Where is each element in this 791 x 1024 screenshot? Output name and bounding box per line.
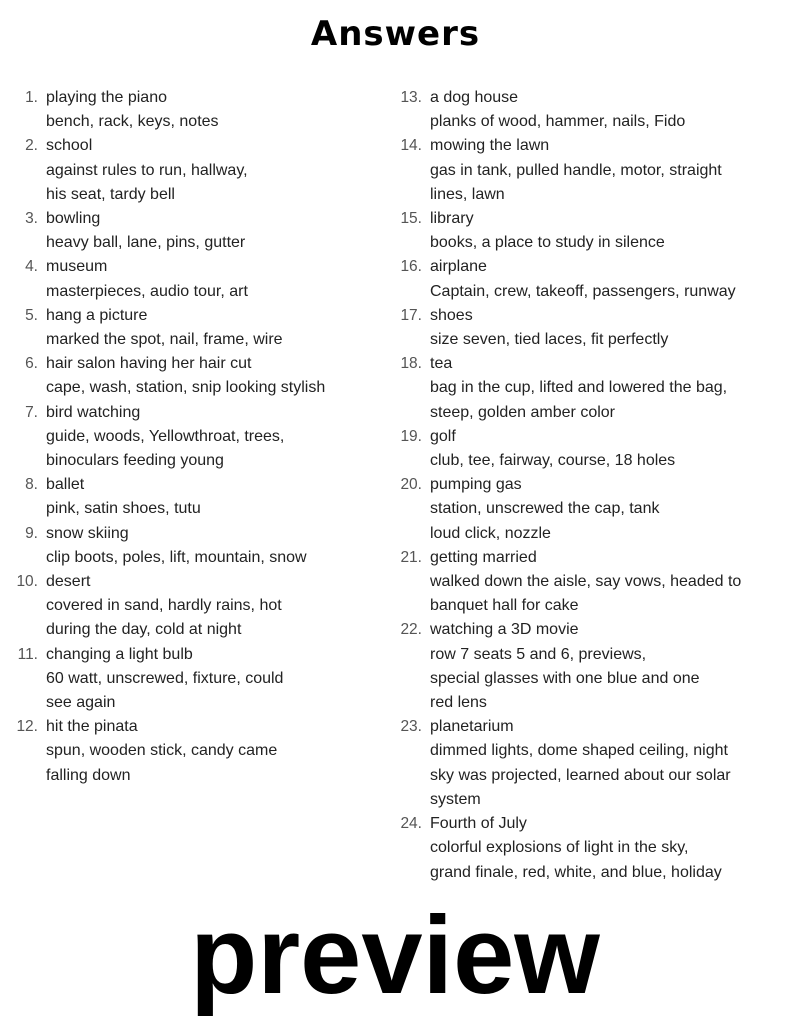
answer-topic: playing the piano xyxy=(46,89,167,106)
answer-body xyxy=(430,86,784,134)
answer-item xyxy=(384,425,784,473)
answer-body xyxy=(46,304,380,352)
answer-item xyxy=(0,643,380,716)
answer-clues: loud click, nozzle xyxy=(430,524,551,542)
answer-item xyxy=(0,715,380,788)
answer-number: 2. xyxy=(25,137,38,155)
watermark-text: preview xyxy=(190,895,600,1017)
answer-topic: hit the pinata xyxy=(46,718,138,736)
answer-body xyxy=(46,401,380,474)
answer-body xyxy=(46,255,380,303)
answer-number: 5. xyxy=(25,306,38,324)
answer-item xyxy=(384,715,784,812)
answer-clues: falling down xyxy=(46,766,131,784)
answer-number: 19. xyxy=(400,427,422,445)
answer-item xyxy=(0,401,380,474)
answer-body xyxy=(46,207,380,255)
answer-clues: gas in tank, pulled handle, motor, straight xyxy=(430,161,722,179)
answer-item xyxy=(384,134,784,207)
answer-item xyxy=(384,618,784,715)
answer-clues: size seven, tied laces, fit perfectly xyxy=(430,331,669,349)
answer-clues: system xyxy=(430,790,481,808)
answer-topic: shoes xyxy=(430,306,473,324)
answer-body xyxy=(46,570,380,643)
answer-body xyxy=(430,304,784,352)
answer-clues: station, unscrewed the cap, tank xyxy=(430,500,660,518)
answer-clues: grand finale, red, white, and blue, holiday xyxy=(430,863,722,881)
answer-clues: books, a place to study in silence xyxy=(430,234,665,252)
answer-body xyxy=(46,643,380,716)
answer-topic: tea xyxy=(430,355,453,373)
preview-watermark xyxy=(0,895,791,1020)
answer-item xyxy=(384,546,784,619)
answer-clues: walked down the aisle, say vows, headed to xyxy=(430,573,742,591)
answer-body xyxy=(430,715,784,812)
answer-item xyxy=(0,134,380,207)
answer-body xyxy=(46,134,380,207)
answer-item xyxy=(0,86,380,134)
answer-clues: colorful explosions of light in the sky, xyxy=(430,839,689,857)
answer-topic: hang a picture xyxy=(46,306,148,324)
answer-number: 6. xyxy=(25,355,38,373)
answer-clues: special glasses with one blue and one xyxy=(430,669,700,687)
answer-topic: pumping gas xyxy=(430,476,522,494)
answer-clues: lines, lawn xyxy=(430,185,505,203)
answers-right-column xyxy=(384,86,784,885)
answer-clues: Captain, crew, takeoff, passengers, runway xyxy=(430,282,736,300)
answer-topic: a dog house xyxy=(430,89,519,106)
answer-clues: guide, woods, Yellowthroat, trees, xyxy=(46,427,285,445)
answer-item xyxy=(384,812,784,885)
answer-number: 4. xyxy=(25,258,38,276)
answer-topic: library xyxy=(430,210,474,228)
answer-number: 15. xyxy=(400,210,422,228)
answer-item xyxy=(384,304,784,352)
answer-clues: steep, golden amber color xyxy=(430,403,615,421)
answer-clues: cape, wash, station, snip looking stylish xyxy=(46,379,326,397)
answer-clues: red lens xyxy=(430,694,487,712)
answer-item xyxy=(0,570,380,643)
answer-number: 7. xyxy=(25,403,38,421)
answer-clues: clip boots, poles, lift, mountain, snow xyxy=(46,548,307,566)
answer-number: 11. xyxy=(17,645,38,663)
answer-topic: bird watching xyxy=(46,403,141,421)
answers-left-column xyxy=(0,86,380,788)
answer-item xyxy=(0,473,380,521)
answer-number: 3. xyxy=(25,210,38,228)
answer-topic: Fourth of July xyxy=(430,815,527,833)
answer-topic: snow skiing xyxy=(46,524,129,542)
answer-item xyxy=(384,473,784,546)
answer-clues: heavy ball, lane, pins, gutter xyxy=(46,234,246,252)
answer-clues: 60 watt, unscrewed, fixture, could xyxy=(46,669,284,687)
answer-number: 14. xyxy=(400,137,422,155)
answer-number: 23. xyxy=(400,718,422,736)
answer-clues: sky was projected, learned about our solar xyxy=(430,766,731,784)
answer-topic: hair salon having her hair cut xyxy=(46,355,252,373)
answer-number: 17. xyxy=(400,306,422,324)
answer-number: 1. xyxy=(25,89,38,106)
answer-topic: museum xyxy=(46,258,108,276)
answer-clues: see again xyxy=(46,694,116,712)
answer-item xyxy=(0,352,380,400)
answer-topic: bowling xyxy=(46,210,101,228)
answer-number: 24. xyxy=(400,815,422,833)
answer-clues: spun, wooden stick, candy came xyxy=(46,742,278,760)
answer-clues: masterpieces, audio tour, art xyxy=(46,282,248,300)
answer-item xyxy=(0,255,380,303)
answer-body xyxy=(430,134,784,207)
answer-clues: bench, rack, keys, notes xyxy=(46,113,219,131)
answer-item xyxy=(384,86,784,134)
answer-item xyxy=(0,304,380,352)
answer-clues: pink, satin shoes, tutu xyxy=(46,500,201,518)
answer-number: 22. xyxy=(400,621,422,639)
answer-topic: ballet xyxy=(46,476,85,494)
answer-topic: getting married xyxy=(430,548,537,566)
answer-topic: changing a light bulb xyxy=(46,645,193,663)
answer-body xyxy=(430,812,784,885)
answer-topic: airplane xyxy=(430,258,487,276)
answer-clues: during the day, cold at night xyxy=(46,621,242,639)
answer-clues: covered in sand, hardly rains, hot xyxy=(46,597,282,615)
answer-number: 16. xyxy=(400,258,422,276)
answer-clues: club, tee, fairway, course, 18 holes xyxy=(430,452,676,470)
answer-clues: row 7 seats 5 and 6, previews, xyxy=(430,645,647,663)
answer-topic: desert xyxy=(46,573,91,591)
answer-item xyxy=(384,352,784,425)
answer-clues: banquet hall for cake xyxy=(430,597,579,615)
answer-topic: mowing the lawn xyxy=(430,137,550,155)
answer-body xyxy=(430,255,784,303)
answer-item xyxy=(384,207,784,255)
answer-body xyxy=(430,473,784,546)
answer-number: 13. xyxy=(400,89,422,106)
answer-body xyxy=(46,86,380,134)
answer-number: 12. xyxy=(16,718,38,736)
answer-clues: bag in the cup, lifted and lowered the bag, xyxy=(430,379,728,397)
answer-body xyxy=(46,715,380,788)
answer-number: 21. xyxy=(400,548,422,566)
answer-topic: watching a 3D movie xyxy=(430,621,579,639)
answer-topic: school xyxy=(46,137,93,155)
answer-item xyxy=(0,522,380,570)
answer-clues: planks of wood, hammer, nails, Fido xyxy=(430,113,686,131)
answer-topic: golf xyxy=(430,427,456,445)
answer-body xyxy=(46,522,380,570)
answer-body xyxy=(430,425,784,473)
answer-clues: against rules to run, hallway, xyxy=(46,161,248,179)
answer-number: 9. xyxy=(25,524,38,542)
answer-clues: binoculars feeding young xyxy=(46,452,224,470)
answer-body xyxy=(46,352,380,400)
answer-item xyxy=(0,207,380,255)
answer-number: 8. xyxy=(25,476,38,494)
answer-item xyxy=(384,255,784,303)
answer-number: 10. xyxy=(16,573,38,591)
answer-clues: his seat, tardy bell xyxy=(46,185,175,203)
answer-body xyxy=(430,618,784,715)
page-title: Answers xyxy=(310,14,481,54)
answer-body xyxy=(430,352,784,425)
answer-body xyxy=(430,546,784,619)
answer-clues: marked the spot, nail, frame, wire xyxy=(46,331,283,349)
answer-topic: planetarium xyxy=(430,718,514,736)
answer-body xyxy=(46,473,380,521)
answer-number: 18. xyxy=(400,355,422,373)
answer-number: 20. xyxy=(400,476,422,494)
answer-body xyxy=(430,207,784,255)
answer-clues: dimmed lights, dome shaped ceiling, night xyxy=(430,742,728,760)
